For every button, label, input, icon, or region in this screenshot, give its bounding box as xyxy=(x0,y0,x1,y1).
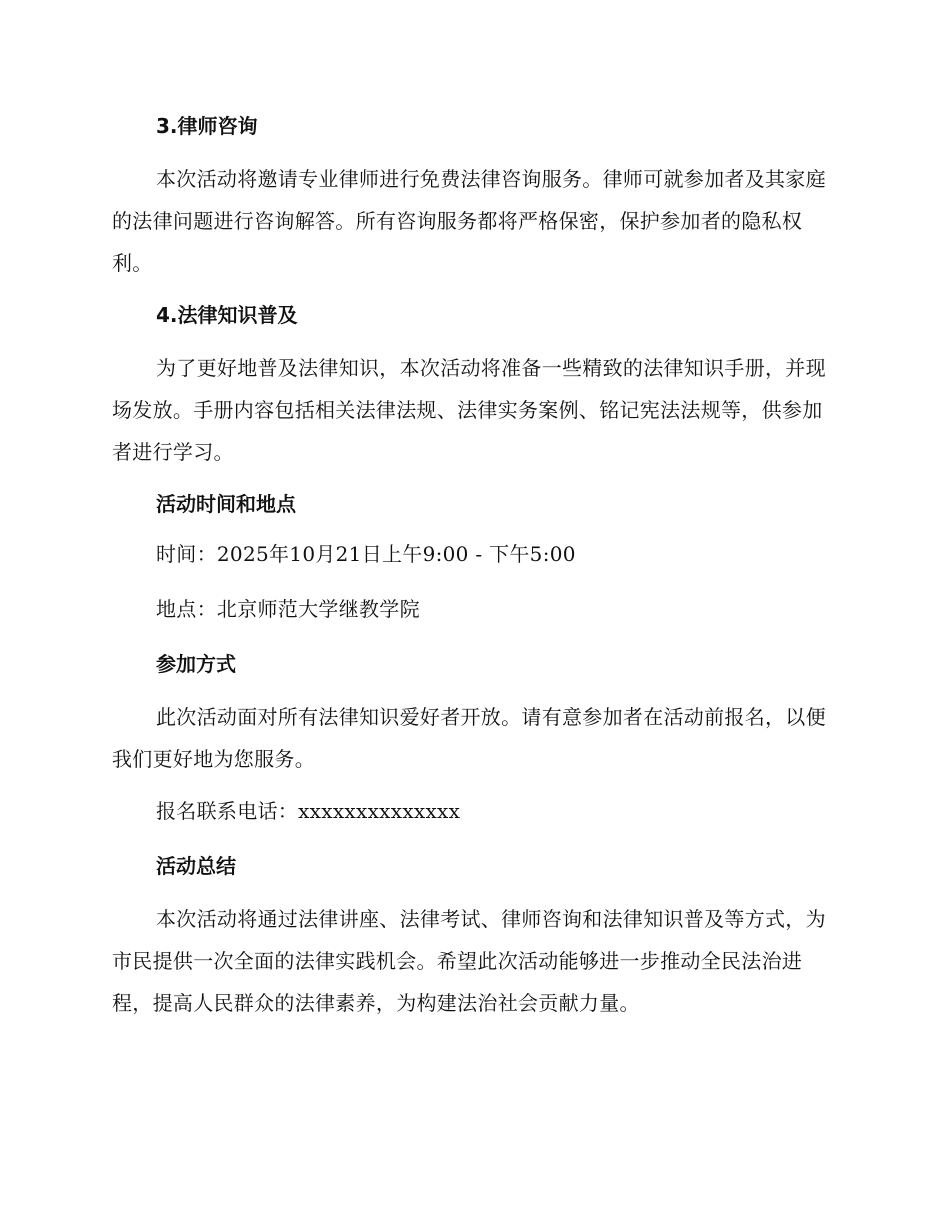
heading-time-place: 活动时间和地点 xyxy=(156,492,296,516)
heading-summary: 活动总结 xyxy=(156,854,236,878)
paragraph-participation: 此次活动面对所有法律知识爱好者开放。请有意参加者在活动前报名，以便我们更好地为您服务。 xyxy=(112,705,826,771)
event-place: 地点：北京师范大学继教学院 xyxy=(156,597,420,621)
heading-lawyer-consultation: 3.律师咨询 xyxy=(156,114,258,138)
registration-phone: 报名联系电话：xxxxxxxxxxxxxx xyxy=(156,799,461,823)
event-time: 时间：2025年10月21日上午9:00 - 下午5:00 xyxy=(156,542,576,566)
heading-legal-knowledge: 4.法律知识普及 xyxy=(156,303,298,327)
heading-participation: 参加方式 xyxy=(156,652,236,676)
document-content xyxy=(112,108,834,1037)
paragraph-lawyer-consultation: 本次活动将邀请专业律师进行免费法律咨询服务。律师可就参加者及其家庭的法律问题进行咨询解答。所有咨询服务都将严格保密，保护参加者的隐私权利。 xyxy=(112,167,826,275)
paragraph-legal-knowledge: 为了更好地普及法律知识，本次活动将准备一些精致的法律知识手册，并现场发放。手册内容包括相关法律法规、法律实务案例、铭记宪法法规等，供参加者进行学习。 xyxy=(112,356,826,464)
paragraph-summary: 本次活动将通过法律讲座、法律考试、律师咨询和法律知识普及等方式，为市民提供一次全面的法律实践机会。希望此次活动能够进一步推动全民法治进程，提高人民群众的法律素养，为构建法治社会贡献力量。 xyxy=(112,907,826,1015)
